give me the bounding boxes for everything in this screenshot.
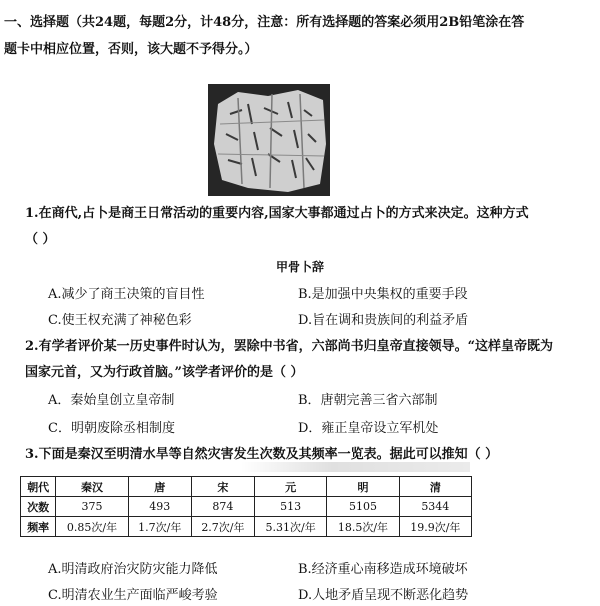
table-cell: 5344: [399, 497, 471, 517]
table-cell: 18.5次/年: [327, 517, 399, 537]
table-cell: 874: [191, 497, 254, 517]
table-cell: 5.31次/年: [255, 517, 327, 537]
q3-option-d: D.人地矛盾呈现不断恶化趋势: [298, 588, 469, 603]
question-1-paren: （ ）: [25, 232, 56, 247]
table-cell: 唐: [128, 477, 191, 497]
table-cell: 493: [128, 497, 191, 517]
table-cell: 1.7次/年: [128, 517, 191, 537]
scan-smudge: [240, 462, 470, 472]
q1-option-a: A.减少了商王决策的盲目性: [48, 287, 205, 302]
question-2-stem-line2: 国家元首，又为行政首脑。”该学者评价的是（ ）: [25, 365, 304, 380]
table-cell: 375: [56, 497, 128, 517]
disaster-frequency-table: [20, 476, 472, 537]
q3-option-a: A.明清政府治灾防灾能力降低: [48, 562, 218, 577]
table-cell: 宋: [191, 477, 254, 497]
image-caption: 甲骨卜辞: [275, 260, 324, 274]
q1-option-c: C.使王权充满了神秘色彩: [48, 313, 192, 328]
oracle-bone-image: [208, 84, 330, 196]
table-cell: 513: [255, 497, 327, 517]
table-header-row: [21, 477, 472, 497]
table-row: [21, 517, 472, 537]
table-cell: 朝代: [21, 477, 56, 497]
question-3-stem: 3.下面是秦汉至明清水旱等自然灾害发生次数及其频率一览表。据此可以推知（ ）: [25, 447, 499, 462]
table-cell: 19.9次/年: [399, 517, 471, 537]
table-cell: 秦汉: [56, 477, 128, 497]
section-instructions-line1: 一、选择题（共24题，每题2分，计48分，注意：所有选择题的答案必须用2B铅笔涂在答: [4, 15, 525, 30]
table-cell: 5105: [327, 497, 399, 517]
table-cell: 0.85次/年: [56, 517, 128, 537]
section-instructions-line2: 题卡中相应位置，否则，该大题不予得分。）: [4, 42, 258, 57]
table-cell: 元: [255, 477, 327, 497]
table-cell: 明: [327, 477, 399, 497]
q2-option-a: A．秦始皇创立皇帝制: [48, 393, 175, 408]
q2-option-b: B．唐朝完善三省六部制: [298, 393, 438, 408]
q3-option-b: B.经济重心南移造成环境破坏: [298, 562, 468, 577]
q1-option-d: D.旨在调和贵族间的利益矛盾: [298, 313, 469, 328]
table-row: [21, 497, 472, 517]
q3-option-c: C.明清农业生产面临严峻考验: [48, 588, 218, 603]
question-1-stem: 1.在商代,占卜是商王日常活动的重要内容,国家大事都通过占卜的方式来决定。这种方式: [25, 206, 529, 221]
table-cell: 次数: [21, 497, 56, 517]
q1-option-b: B.是加强中央集权的重要手段: [298, 287, 468, 302]
question-2-stem-line1: 2.有学者评价某一历史事件时认为，罢除中书省，六部尚书归皇帝直接领导。“这样皇帝既为: [25, 339, 554, 354]
q2-option-d: D．雍正皇帝设立军机处: [298, 421, 439, 436]
table-cell: 清: [399, 477, 471, 497]
table-cell: 频率: [21, 517, 56, 537]
table-cell: 2.7次/年: [191, 517, 254, 537]
q2-option-c: C．明朝废除丞相制度: [48, 421, 175, 436]
